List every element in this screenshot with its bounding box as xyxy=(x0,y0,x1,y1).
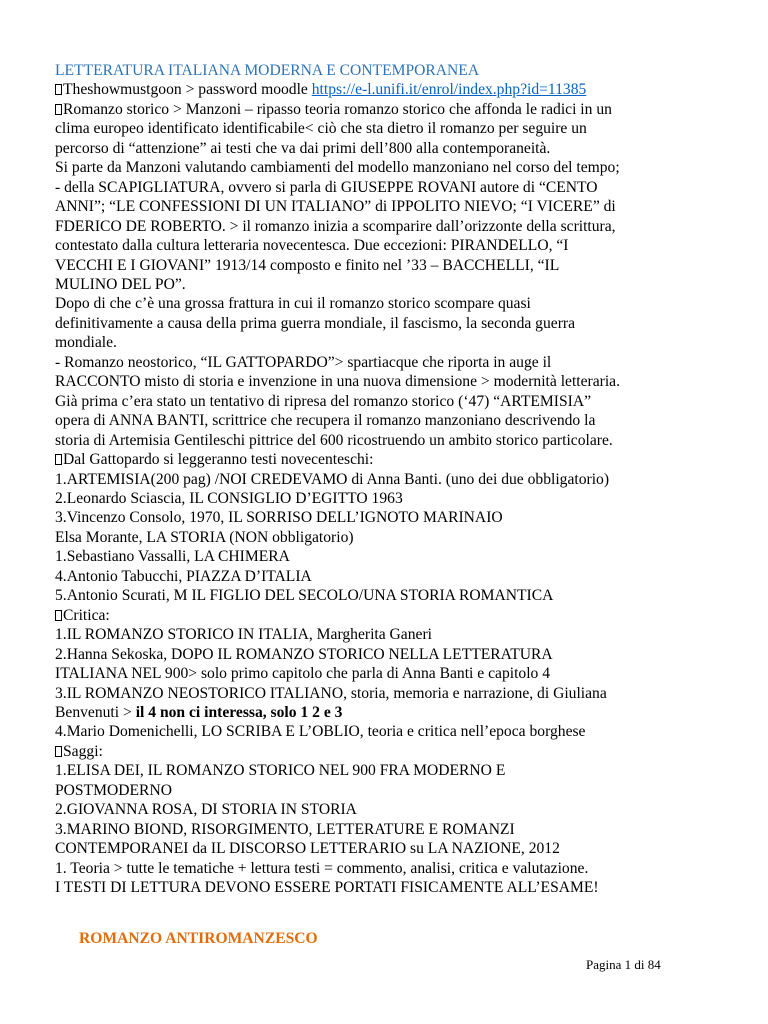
text-line: VECCHI E I GIOVANI” 1913/14 composto e finito nel ’33 – BACCHELLI, “IL xyxy=(55,256,560,274)
text-line: clima europeo identificato identificabile< ciò che sta dietro il romanzo per seguire un xyxy=(55,120,587,138)
list-item: 3.Vincenzo Consolo, 1970, IL SORRISO DELL’IGNOTO MARINAIO xyxy=(55,509,503,527)
text-line: FDERICO DE ROBERTO. > il romanzo inizia a scomparire dall’orizzonte della scrittura, xyxy=(55,217,616,235)
text-line: opera di ANNA BANTI, scrittrice che recupera il romanzo manzoniano descrivendo la xyxy=(55,412,596,430)
list-item: 1.ARTEMISIA(200 pag) /NOI CREDEVAMO di Anna Banti. (uno dei due obbligatorio) xyxy=(55,470,610,488)
page-number: Pagina 1 di 84 xyxy=(586,957,661,972)
bullet-box-icon xyxy=(55,104,62,115)
text-line: percorso di “attenzione” ai testi che va dai primi dell’800 alla contemporaneità. xyxy=(55,139,551,157)
list-item: 1.IL ROMANZO STORICO IN ITALIA, Margherita Ganeri xyxy=(55,626,432,644)
list-item: 4.Antonio Tabucchi, PIAZZA D’ITALIA xyxy=(55,567,312,585)
section-heading: ROMANZO ANTIROMANZESCO xyxy=(79,930,318,947)
line-text: Romanzo storico > Manzoni – ripasso teoria romanzo storico che affonda le radici in un xyxy=(63,100,612,118)
document-body xyxy=(55,61,735,897)
section-label xyxy=(55,742,735,761)
text-line: contestato dalla cultura letteraria novecentesca. Due eccezioni: PIRANDELLO, “I xyxy=(55,237,569,255)
text-line: mondiale. xyxy=(55,334,117,352)
moodle-link[interactable]: https://e-l.unifi.it/enrol/index.php?id=11385 xyxy=(311,81,587,99)
text-line: Già prima c’era stato un tentativo di ripresa del romanzo storico (‘47) “ARTEMISIA” xyxy=(55,392,592,410)
list-item: 4.Mario Domenichelli, LO SCRIBA E L’OBLIO, teoria e critica nell’epoca borghese xyxy=(55,723,586,741)
list-item: Elsa Morante, LA STORIA (NON obbligatorio) xyxy=(55,528,354,546)
list-item: 3.IL ROMANZO NEOSTORICO ITALIANO, storia, memoria e narrazione, di Giuliana xyxy=(55,684,607,702)
line-text: Dal Gattopardo si leggeranno testi novecenteschi: xyxy=(63,451,374,469)
text-line: Dopo di che c’è una grossa frattura in cui il romanzo storico scompare quasi xyxy=(55,295,531,313)
line-text: Benvenuti > xyxy=(55,703,136,721)
bullet-box-icon xyxy=(55,454,62,465)
list-item: 2.Hanna Sekoska, DOPO IL ROMANZO STORICO NELLA LETTERATURA xyxy=(55,645,553,663)
text-line: ANNI”; “LE CONFESSIONI DI UN ITALIANO” di IPPOLITO NIEVO; “I VICERE” di xyxy=(55,198,616,216)
text-line: - della SCAPIGLIATURA, ovvero si parla di GIUSEPPE ROVANI autore di “CENTO xyxy=(55,178,598,196)
list-item: 2.Leonardo Sciascia, IL CONSIGLIO D’EGITTO 1963 xyxy=(55,489,403,507)
line-text: Critica: xyxy=(63,606,110,624)
bullet-box-icon xyxy=(55,610,62,621)
section-label xyxy=(55,606,735,625)
list-item xyxy=(55,703,735,722)
text-line: - Romanzo neostorico, “IL GATTOPARDO”> spartiacque che riporta in auge il xyxy=(55,353,552,371)
text-line xyxy=(55,100,735,119)
bullet-box-icon xyxy=(55,84,62,95)
moodle-prefix: Theshowmustgoon > password moodle xyxy=(63,81,312,99)
text-line: 1. Teoria > tutte le tematiche + lettura testi = commento, analisi, critica e valutazione. xyxy=(55,859,589,877)
line-text: Saggi: xyxy=(63,742,103,760)
bullet-box-icon xyxy=(55,746,62,757)
text-line xyxy=(55,450,735,469)
list-item: 3.MARINO BIOND, RISORGIMENTO, LETTERATURE E ROMANZI xyxy=(55,820,515,838)
list-item: POSTMODERNO xyxy=(55,781,172,799)
document-title: LETTERATURA ITALIANA MODERNA E CONTEMPORANEA xyxy=(55,62,480,79)
text-line: definitivamente a causa della prima guerra mondiale, il fascismo, la seconda guerra xyxy=(55,314,576,332)
list-item: 5.Antonio Scurati, M IL FIGLIO DEL SECOLO/UNA STORIA ROMANTICA xyxy=(55,587,554,605)
bold-note: il 4 non ci interessa, solo 1 2 e 3 xyxy=(135,703,343,721)
list-item: 2.GIOVANNA ROSA, DI STORIA IN STORIA xyxy=(55,801,357,819)
list-item: CONTEMPORANEI da IL DISCORSO LETTERARIO su LA NAZIONE, 2012 xyxy=(55,840,560,858)
list-item: 1.Sebastiano Vassalli, LA CHIMERA xyxy=(55,548,290,566)
text-line: MULINO DEL PO”. xyxy=(55,275,186,293)
list-item: 1.ELISA DEI, IL ROMANZO STORICO NEL 900 FRA MODERNO E xyxy=(55,762,506,780)
text-line: storia di Artemisia Gentileschi pittrice del 600 ricostruendo un ambito storico particolare. xyxy=(55,431,613,449)
list-item: ITALIANA NEL 900> solo primo capitolo che parla di Anna Banti e capitolo 4 xyxy=(55,665,551,683)
text-line: I TESTI DI LETTURA DEVONO ESSERE PORTATI FISICAMENTE ALL’ESAME! xyxy=(55,879,599,897)
text-line: RACCONTO misto di storia e invenzione in una nuova dimensione > modernità letteraria. xyxy=(55,373,620,391)
text-line: Si parte da Manzoni valutando cambiamenti del modello manzoniano nel corso del tempo; xyxy=(55,159,620,177)
moodle-line xyxy=(55,80,735,99)
